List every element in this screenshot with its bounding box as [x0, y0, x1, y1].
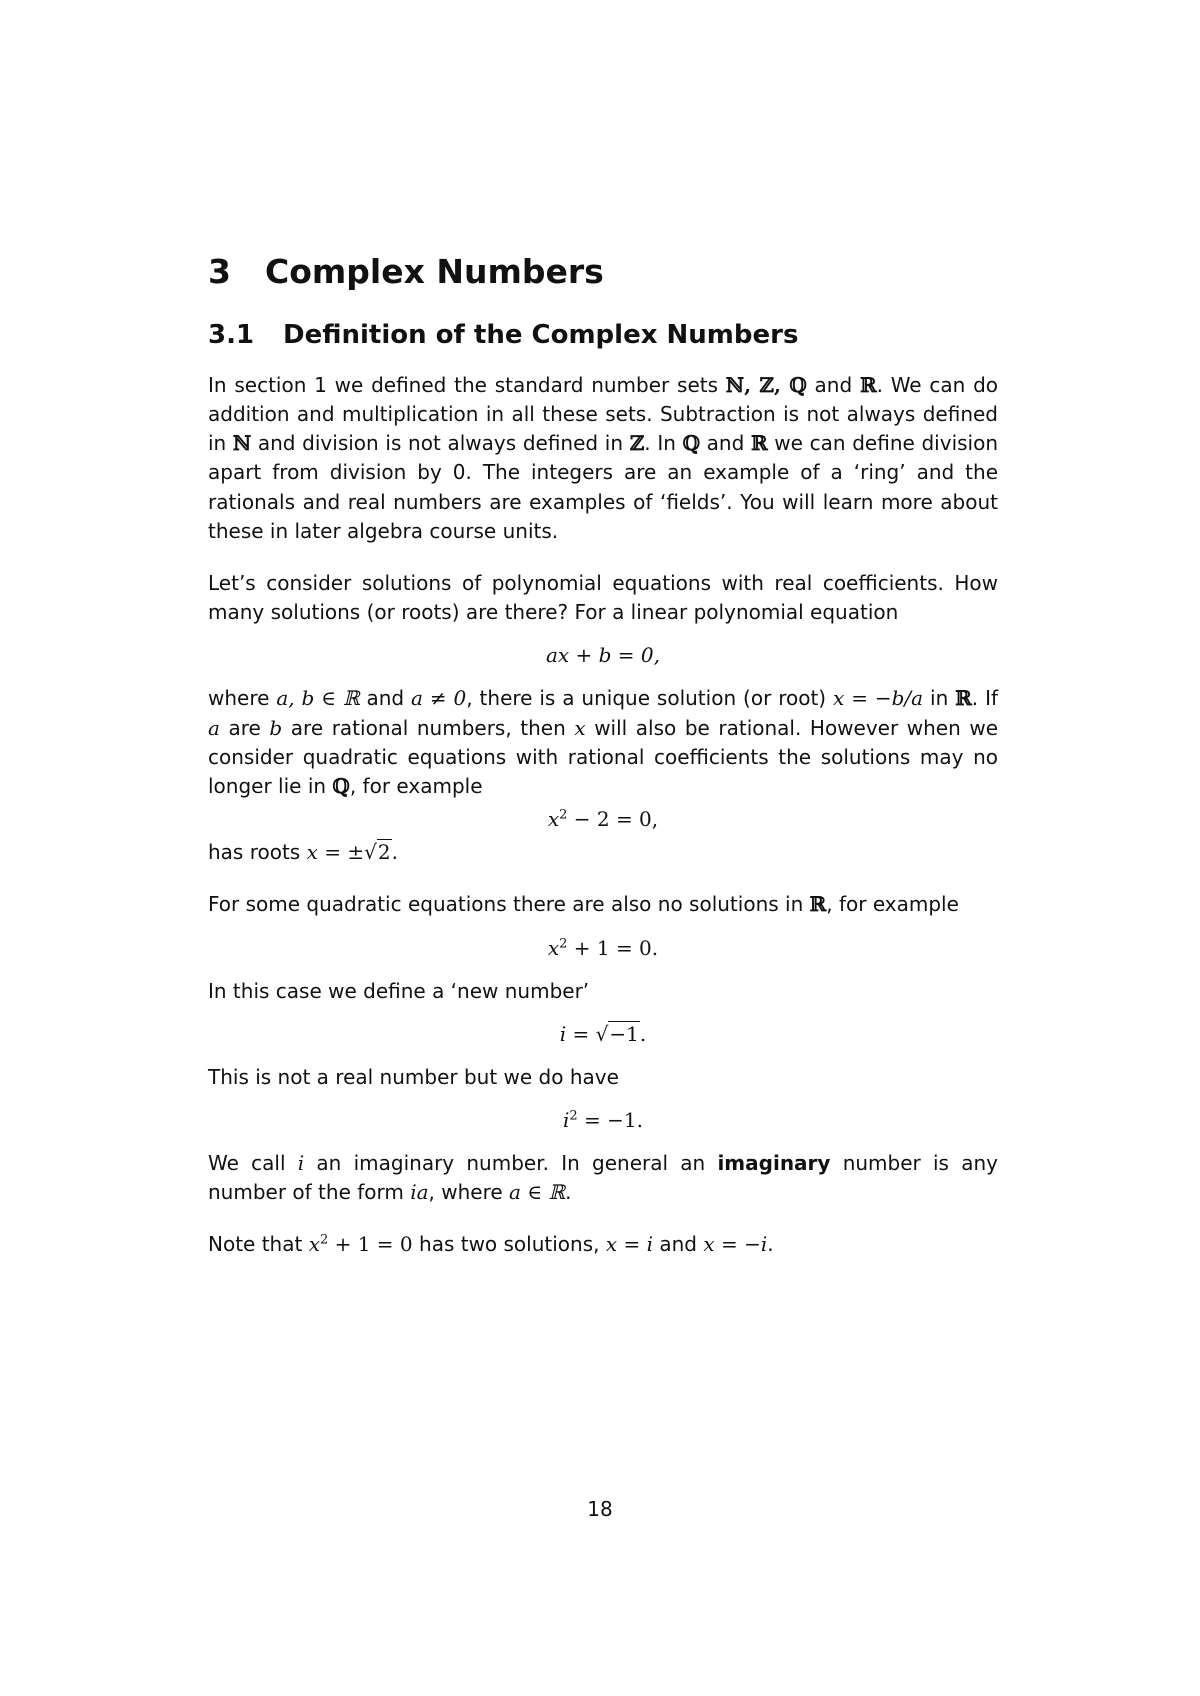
text: .: [565, 1180, 572, 1205]
sqrt-expression: √2: [364, 840, 391, 865]
math-inline: x = −b/a: [833, 686, 924, 711]
text: . If: [971, 686, 999, 711]
text: and: [653, 1232, 704, 1257]
equation-x-squared-plus-1: [208, 934, 998, 963]
sqrt-expression: √−1: [595, 1021, 639, 1046]
math-rationals: ℚ: [682, 431, 700, 456]
text: where: [208, 686, 277, 711]
text: we can define division apart from division by 0. The integers are an example of a ‘ring’ and the rationals and real numbers are examples of ‘fields’. You will learn more about these in later algebra course units.: [208, 431, 999, 543]
equation-text: ax + b = 0,: [545, 643, 661, 668]
text: . In: [644, 431, 683, 456]
subsection-number: 3.1: [208, 319, 255, 350]
text: and: [359, 686, 412, 711]
text: and: [700, 431, 751, 456]
math-inline: a ≠ 0: [411, 686, 467, 711]
math-base: x: [308, 1232, 320, 1257]
math-inline: x = i: [605, 1232, 654, 1257]
subsection-title: Definition of the Complex Numbers: [283, 319, 799, 350]
text: .: [767, 1232, 774, 1257]
math-inline: a: [208, 715, 220, 740]
math-inline: x = −i: [703, 1232, 768, 1257]
math-lhs: i =: [559, 1021, 596, 1046]
math-rationals: ℚ: [332, 774, 350, 799]
text: , there is a unique solution (or root): [466, 686, 834, 711]
text: an imaginary number. In general an: [304, 1151, 718, 1176]
paragraph-not-real: This is not a real number but we do have: [208, 1064, 619, 1089]
math-base: x: [547, 935, 560, 960]
paragraph-number-sets: [208, 371, 998, 546]
section-number: 3: [208, 252, 231, 291]
math-inline: a ∈ ℝ: [509, 1180, 566, 1205]
math-reals: ℝ: [809, 892, 827, 917]
math-inline: b: [269, 715, 283, 740]
text: and: [806, 372, 860, 397]
math-reals: ℝ: [955, 686, 972, 711]
text: Note that: [208, 1232, 309, 1257]
text: are: [219, 715, 270, 740]
text: , where: [428, 1180, 510, 1205]
text: We call: [208, 1151, 298, 1176]
paragraph-new-number: In this case we define a ‘new number’: [208, 978, 590, 1003]
paragraph-no-real-solutions: [208, 890, 998, 919]
paragraph-imaginary: [208, 1149, 998, 1207]
text: and division is not always defined in: [251, 431, 630, 456]
math-inline: i: [297, 1151, 305, 1176]
section-heading: [208, 252, 998, 292]
radicand: −1: [609, 1021, 639, 1046]
math-rest: + 1 = 0.: [567, 935, 659, 960]
math-reals: ℝ: [859, 372, 877, 397]
math-inline: x = ±: [306, 840, 365, 865]
text: number is any number of the form: [208, 1151, 998, 1205]
equation-i-squared: [208, 1106, 998, 1135]
math-base: x: [547, 807, 560, 832]
text: has roots: [208, 840, 307, 865]
page-content: [208, 252, 998, 1260]
math-end: .: [639, 1021, 647, 1046]
text: has two solutions,: [412, 1232, 606, 1257]
math-exponent: 2: [319, 1232, 329, 1248]
paragraph-two-solutions: [208, 1230, 998, 1259]
text: .: [391, 840, 398, 865]
equation-i-definition: [208, 1020, 998, 1049]
math-exponent: 2: [559, 935, 568, 951]
text: will also be rational. However when we consider quadratic equations with rational coefficients the solutions may no longer lie in: [208, 715, 999, 799]
math-rest: = −1.: [577, 1108, 643, 1133]
defined-term: imaginary: [717, 1151, 831, 1176]
text: in: [923, 686, 956, 711]
math-exponent: 2: [559, 807, 568, 823]
math-rest: + 1 = 0: [328, 1232, 413, 1257]
paragraph-roots: [208, 838, 998, 867]
math-base: i: [563, 1108, 570, 1133]
text: For some quadratic equations there are also no solutions in: [208, 892, 810, 917]
paragraph-polynomials: Let’s consider solutions of polynomial equations with real coefficients. How many solutions (or roots) are there? For a linear polynomial equation: [208, 571, 998, 625]
section-title: Complex Numbers: [265, 252, 604, 291]
page-number: 18: [587, 1497, 613, 1521]
math-sets: ℕ, ℤ, ℚ: [725, 372, 807, 397]
math-inline: ia: [410, 1180, 429, 1205]
math-inline: a, b ∈ ℝ: [276, 686, 360, 711]
math-inline: x: [574, 715, 586, 740]
radicand: 2: [377, 840, 391, 865]
math-rest: − 2 = 0,: [567, 807, 659, 832]
equation-linear: [208, 641, 998, 670]
math-exponent: 2: [569, 1108, 578, 1124]
equation-x-squared-minus-2: [208, 805, 998, 834]
math-reals: ℝ: [750, 431, 768, 456]
text: are rational numbers, then: [282, 715, 575, 740]
text: . We can do addition and multiplication in all these sets. Subtraction is not always defined in: [208, 372, 998, 456]
math-integers: ℤ: [629, 431, 645, 456]
text: , for example: [826, 892, 959, 917]
math-naturals: ℕ: [232, 431, 252, 456]
text: , for example: [349, 774, 483, 799]
text: In section 1 we defined the standard number sets: [208, 372, 726, 397]
subsection-heading: [208, 320, 998, 351]
paragraph-linear-solution: [208, 684, 998, 801]
